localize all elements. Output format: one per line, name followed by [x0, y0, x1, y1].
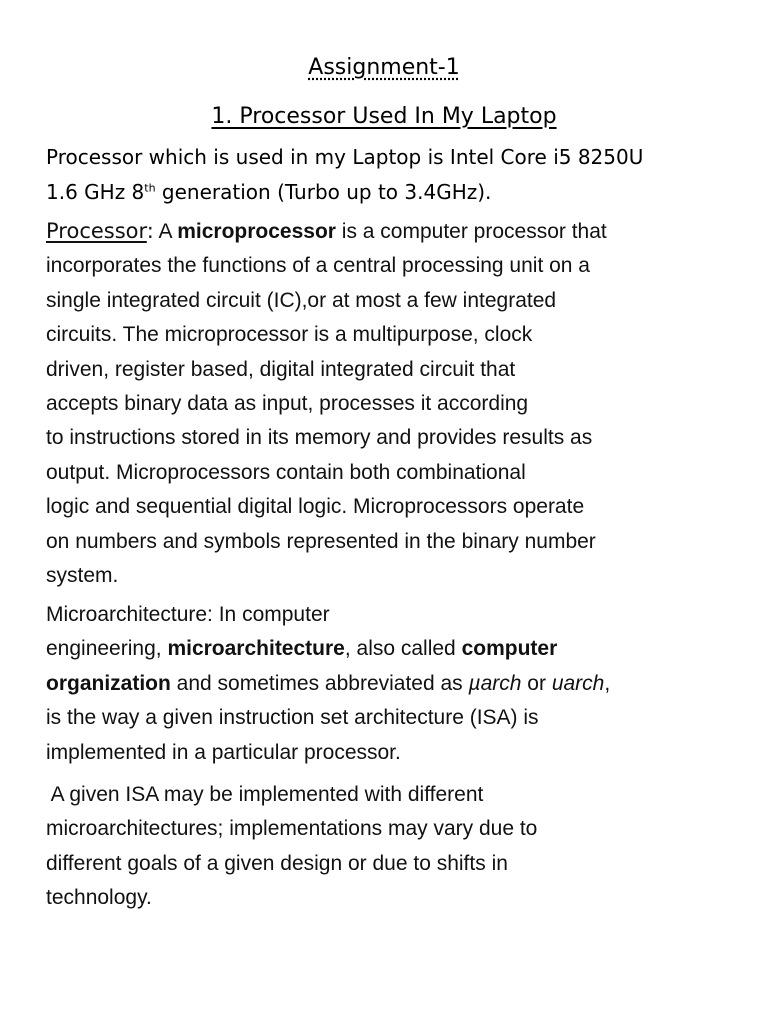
italic-term: µarch [468, 671, 522, 695]
processor-paragraph [46, 214, 746, 593]
paragraph-text: and sometimes abbreviated as [170, 671, 469, 695]
link-engineering[interactable]: engineering [46, 637, 156, 661]
ordinal-superscript: th [144, 181, 156, 195]
processor-term: Processor [46, 219, 147, 243]
intro-line-2 [46, 175, 746, 210]
paragraph-text: (ISA) is [463, 706, 539, 730]
paragraph-line: circuits. The microprocessor is a multipurpose, clock [46, 323, 533, 347]
paragraph-line: driven, register based, digital integrated circuit that [46, 357, 516, 381]
paragraph-line: incorporates the functions of a central processing unit on a [46, 254, 590, 278]
paragraph-text: , [155, 637, 168, 661]
link-isa[interactable]: instruction set architecture [218, 706, 464, 730]
paragraph-line: system. [46, 564, 119, 588]
paragraph-text: implemented in a particular [46, 740, 304, 764]
paragraph-line [46, 214, 746, 249]
paragraph-line: on numbers and symbols represented in the binary number [46, 529, 596, 553]
paragraph-text: . [395, 740, 401, 764]
document-title: Assignment-1 [308, 55, 460, 80]
paragraph-line [46, 701, 746, 735]
paragraph-line [46, 736, 746, 770]
paragraph-text: , also called [344, 637, 462, 661]
paragraph-line: A given ISA may be implemented with different [46, 783, 484, 806]
isa-paragraph [46, 778, 746, 916]
paragraph-line: output. Microprocessors contain both combinational [46, 460, 526, 484]
paragraph-line: microarchitectures; implementations may vary due to [46, 817, 538, 841]
intro-paragraph [46, 140, 746, 210]
microarchitecture-paragraph [46, 598, 746, 770]
link-processor[interactable]: processor [303, 740, 396, 764]
paragraph-line [46, 598, 746, 632]
link-computer[interactable]: computer [242, 603, 330, 626]
paragraph-text: or [521, 671, 552, 695]
paragraph-line: different goals of a given design or due to shifts in [46, 851, 508, 875]
paragraph-text: is the way a given [46, 706, 219, 730]
paragraph-text: Microarchitecture: In [46, 603, 243, 626]
intro-text: generation (Turbo up to 3.4GHz). [155, 180, 492, 204]
paragraph-line: single integrated circuit (IC),or at most a few integrated [46, 288, 557, 312]
paragraph-line [46, 632, 746, 666]
bold-term: organization [46, 671, 171, 695]
bold-term: computer [461, 637, 558, 661]
paragraph-line: accepts binary data as input, processes it according [46, 392, 529, 416]
paragraph-text: is a computer processor that [335, 220, 607, 243]
bold-term: microprocessor [177, 220, 336, 243]
italic-term: uarch [551, 671, 605, 695]
paragraph-text: A [153, 220, 178, 243]
bold-term: microarchitecture [167, 637, 345, 661]
intro-text: 1.6 GHz 8 [46, 180, 145, 204]
paragraph-line: logic and sequential digital logic. Microprocessors operate [46, 495, 585, 519]
paragraph-line: technology. [46, 886, 152, 910]
intro-line-1: Processor which is used in my Laptop is Intel Core i5 8250U [46, 145, 644, 169]
paragraph-line [46, 667, 746, 701]
paragraph-line: to instructions stored in its memory and provides results as [46, 426, 593, 450]
term-colon: : [146, 219, 154, 243]
paragraph-text: , [604, 671, 611, 695]
section-heading: 1. Processor Used In My Laptop [211, 104, 557, 129]
